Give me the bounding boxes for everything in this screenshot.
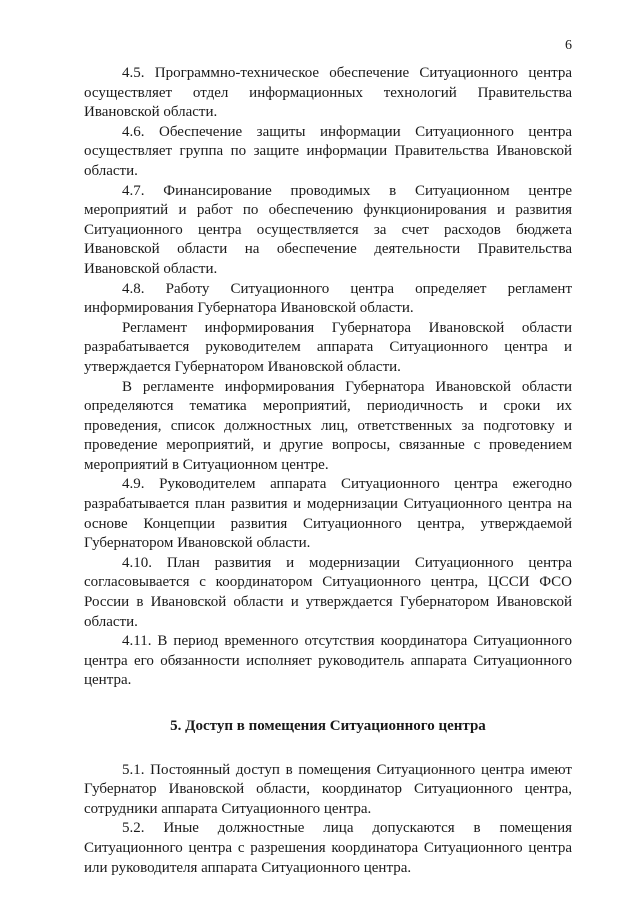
paragraph-4-10: 4.10. План развития и модернизации Ситуационного центра согласовывается с координатором Ситуационного центра, ЦССИ ФСО России в Ивановской области и утверждается Губернатором Ивановской области. <box>84 554 572 630</box>
paragraph-4-6: 4.6. Обеспечение защиты информации Ситуационного центра осуществляет группа по защите информации Правительства Ивановской области. <box>84 123 572 179</box>
paragraph-4-7: 4.7. Финансирование проводимых в Ситуационном центре мероприятий и работ по обеспечению функционирования и развития Ситуационного центра осуществляется за счет расходов бюджета Ивановской области на обеспечение деятельности Правительства Ивановской области. <box>84 182 572 277</box>
document-body <box>84 64 572 878</box>
paragraph-regulation-contents: В регламенте информирования Губернатора Ивановской области определяются тематика мероприятий, периодичность и сроки их проведения, список должностных лиц, ответственных за подготовку и проведение мероприятий, и другие вопросы, связанные с проведением мероприятий в Ситуационном центре. <box>84 378 572 473</box>
paragraph-4-11: 4.11. В период временного отсутствия координатора Ситуационного центра его обязанности исполняет руководитель аппарата Ситуационного центра. <box>84 633 572 689</box>
paragraph-4-8: 4.8. Работу Ситуационного центра определяет регламент информирования Губернатора Ивановской области. <box>84 280 572 317</box>
section-5-heading: 5. Доступ в помещения Ситуационного центра <box>170 718 486 734</box>
paragraph-5-2: 5.2. Иные должностные лица допускаются в помещения Ситуационного центра с разрешения координатора Ситуационного центра или руководителя аппарата Ситуационного центра. <box>84 820 572 876</box>
page-number: 6 <box>565 38 572 53</box>
paragraph-regulation-development: Регламент информирования Губернатора Ивановской области разрабатывается руководителем аппарата Ситуационного центра и утверждается Губернатором Ивановской области. <box>84 319 572 375</box>
paragraph-4-5: 4.5. Программно-техническое обеспечение Ситуационного центра осуществляет отдел информационных технологий Правительства Ивановской области. <box>84 65 572 121</box>
paragraph-5-1: 5.1. Постоянный доступ в помещения Ситуационного центра имеют Губернатор Ивановской области, координатор Ситуационного центра, сотрудники аппарата Ситуационного центра. <box>84 761 572 817</box>
paragraph-4-9: 4.9. Руководителем аппарата Ситуационного центра ежегодно разрабатывается план развития и модернизации Ситуационного центра на основе Концепции развития Ситуационного центра, утверждаемой Губернатором Ивановской области. <box>84 476 572 552</box>
